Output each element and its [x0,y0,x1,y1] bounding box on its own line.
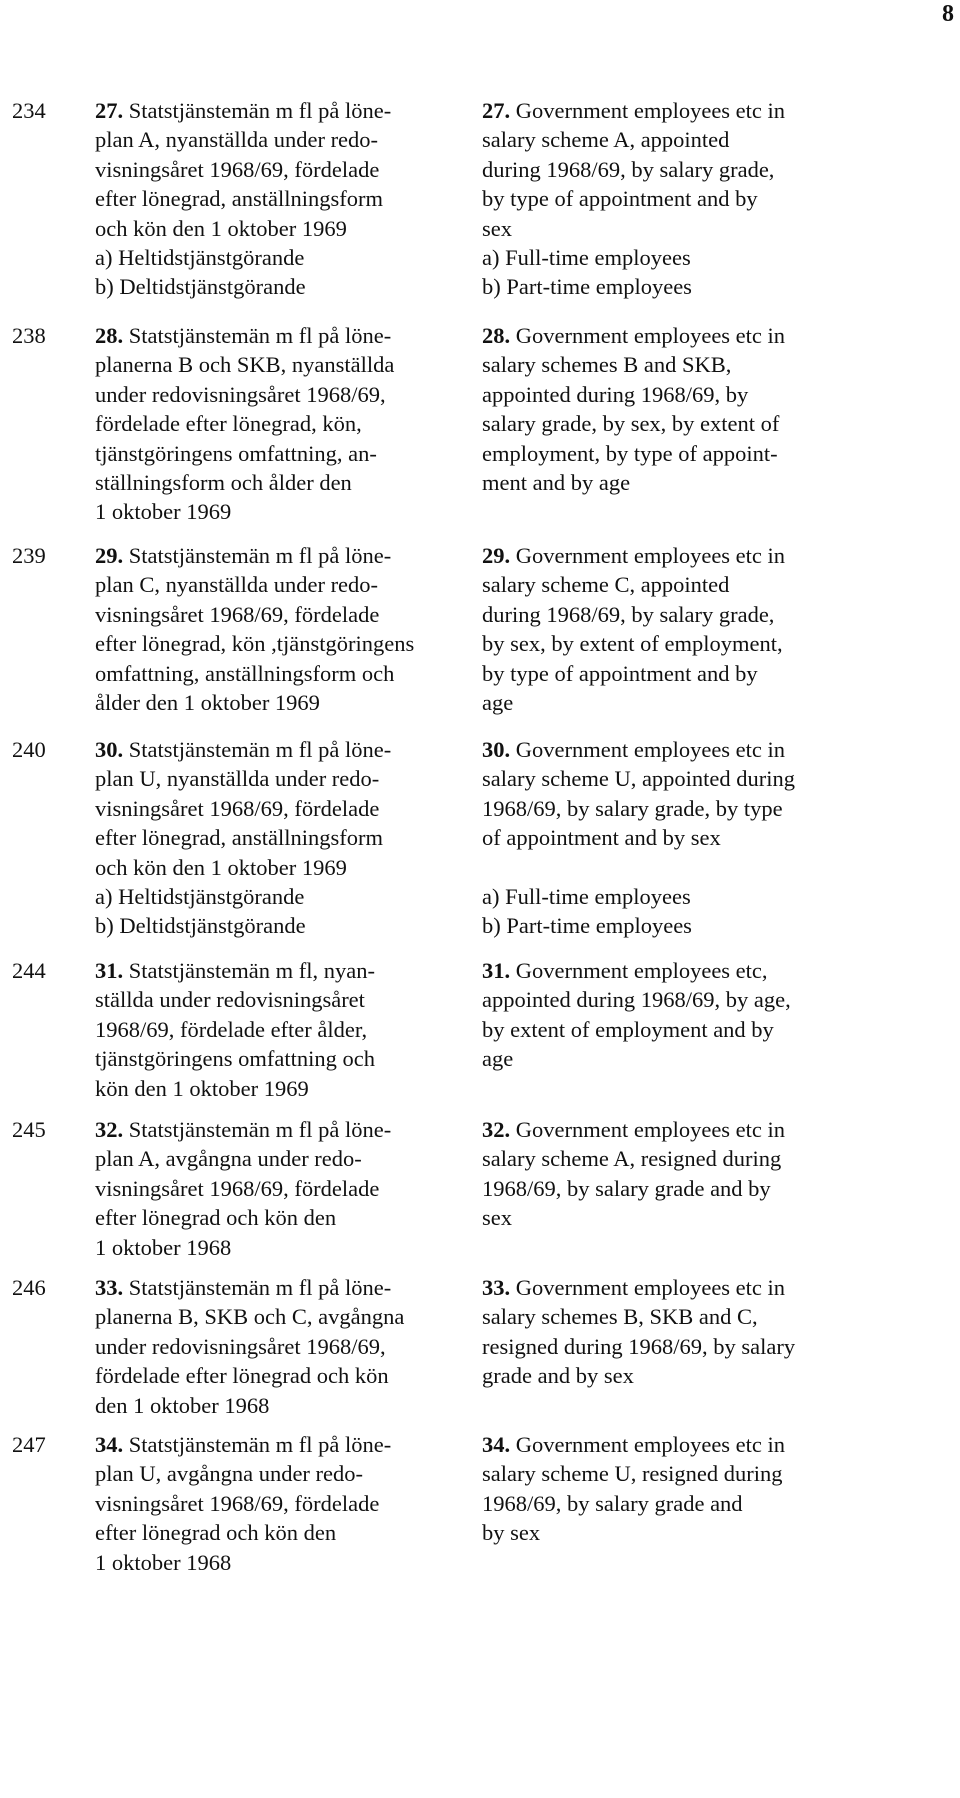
english-title-line: 1968/69, by salary grade, by type [482,795,783,821]
swedish-title-line: visningsåret 1968/69, fördelade [95,156,380,182]
english-title-line: of appointment and by sex [482,825,721,851]
swedish-title-line: ställda under redovisningsåret [95,987,365,1013]
table-number: 28. [95,323,124,348]
table-number: 29. [95,543,124,568]
swedish-title-line: kön den 1 oktober 1969 [95,1075,309,1101]
swedish-title-line: visningsåret 1968/69, fördelade [95,1175,380,1201]
swedish-title [95,735,485,941]
english-title [482,735,952,941]
swedish-title-text: Statstjänstemän m fl på löne- [128,1117,392,1142]
table-number: 29. [482,543,511,568]
english-title-line [482,1430,952,1459]
english-title-line: salary grade, by sex, by extent of [482,411,780,437]
swedish-title-line: tjänstgöringens omfattning och [95,1046,375,1072]
swedish-title-line: visningsåret 1968/69, fördelade [95,795,380,821]
english-title-text: Government employees etc in [515,737,786,762]
swedish-title-line: plan C, nyanställda under redo- [95,572,379,598]
english-title-line: by sex [482,1520,541,1546]
swedish-title [95,321,485,527]
swedish-title-line: 1 oktober 1968 [95,1549,232,1575]
swedish-title-line: efter lönegrad, anställningsform [95,186,384,212]
swedish-title-line: omfattning, anställningsform och [95,660,395,686]
table-number: 34. [482,1432,511,1457]
swedish-title [95,96,485,302]
english-title-text: Government employees etc in [515,323,786,348]
swedish-title-line: och kön den 1 oktober 1969 [95,215,347,241]
swedish-title-line: 1968/69, fördelade efter ålder, [95,1016,368,1042]
swedish-title [95,1430,485,1577]
english-title-text: Government employees etc, [515,958,768,983]
english-title-line: sex [482,1205,512,1231]
english-title [482,96,952,302]
swedish-title-line: a) Heltidstjänstgörande [95,245,305,271]
swedish-title [95,1273,485,1420]
english-title-line: salary schemes B and SKB, [482,352,732,378]
english-title-line [482,1273,952,1302]
swedish-title-line: b) Deltidstjänstgörande [95,274,306,300]
english-title-line [482,321,952,350]
table-number: 33. [95,1275,124,1300]
english-title-line: by type of appointment and by [482,186,758,212]
table-number: 28. [482,323,511,348]
page-number: 8 [942,1,954,27]
swedish-title-line [95,321,485,350]
table-number: 34. [95,1432,124,1457]
swedish-title-line: och kön den 1 oktober 1969 [95,854,347,880]
swedish-title-text: Statstjänstemän m fl på löne- [128,323,392,348]
english-title-line: by sex, by extent of employment, [482,631,783,657]
swedish-title-line: efter lönegrad, anställningsform [95,825,384,851]
english-title-line: salary scheme C, appointed [482,572,730,598]
table-number: 32. [482,1117,511,1142]
table-number: 30. [95,737,124,762]
swedish-title-line: ålder den 1 oktober 1969 [95,690,320,716]
swedish-title-line [95,956,485,985]
swedish-title-line: efter lönegrad, kön ,tjänstgöringens [95,631,415,657]
english-title-text: Government employees etc in [515,1275,786,1300]
english-title-line: employment, by type of appoint- [482,440,778,466]
table-reference-page: 247 [12,1432,46,1457]
english-title-line: resigned during 1968/69, by salary [482,1333,796,1359]
english-title-line: b) Part-time employees [482,274,692,300]
english-title-line [482,541,952,570]
english-title-line: during 1968/69, by salary grade, [482,601,775,627]
swedish-title-text: Statstjänstemän m fl på löne- [128,98,392,123]
swedish-title-line: 1 oktober 1968 [95,1234,232,1260]
english-title-line: appointed during 1968/69, by age, [482,987,791,1013]
english-title-line: during 1968/69, by salary grade, [482,156,775,182]
swedish-title-text: Statstjänstemän m fl, nyan- [128,958,375,983]
swedish-title-line: plan A, nyanställda under redo- [95,127,379,153]
swedish-title-line: visningsåret 1968/69, fördelade [95,601,380,627]
swedish-title [95,1115,485,1262]
swedish-title-line: under redovisningsåret 1968/69, [95,381,386,407]
english-title-line: 1968/69, by salary grade and [482,1490,743,1516]
english-title-line: sex [482,215,512,241]
table-reference-page: 238 [12,323,46,348]
english-title-line: grade and by sex [482,1363,634,1389]
english-title-line: ment and by age [482,470,631,496]
table-reference-page: 234 [12,98,46,123]
swedish-title-line [95,96,485,125]
swedish-title-line: ställningsform och ålder den [95,470,352,496]
table-number: 31. [95,958,124,983]
english-title-line: by extent of employment and by [482,1016,774,1042]
english-title-line: 1968/69, by salary grade and by [482,1175,771,1201]
table-reference-page: 245 [12,1117,46,1142]
english-title-line [482,853,952,882]
table-number: 30. [482,737,511,762]
swedish-title-line: efter lönegrad och kön den [95,1520,337,1546]
english-title-line: appointed during 1968/69, by [482,381,749,407]
english-title [482,1273,952,1391]
swedish-title-line [95,1430,485,1459]
swedish-title-line: tjänstgöringens omfattning, an- [95,440,377,466]
swedish-title [95,956,485,1103]
english-title-line: age [482,690,514,716]
english-title-line [482,956,952,985]
english-title-line: salary scheme U, appointed during [482,766,796,792]
english-title [482,541,952,717]
english-title-line: by type of appointment and by [482,660,758,686]
swedish-title-text: Statstjänstemän m fl på löne- [128,1275,392,1300]
english-title-line: a) Full-time employees [482,245,691,271]
table-reference-page: 239 [12,543,46,568]
english-title [482,1115,952,1233]
swedish-title-line: under redovisningsåret 1968/69, [95,1333,386,1359]
english-title [482,1430,952,1548]
swedish-title-line [95,541,485,570]
swedish-title-line: 1 oktober 1969 [95,499,232,525]
swedish-title-line: efter lönegrad och kön den [95,1205,337,1231]
swedish-title-line [95,735,485,764]
swedish-title-line: fördelade efter lönegrad, kön, [95,411,362,437]
english-title-line: salary schemes B, SKB and C, [482,1304,758,1330]
table-number: 33. [482,1275,511,1300]
english-title [482,321,952,497]
english-title [482,956,952,1074]
english-title-line: salary scheme A, resigned during [482,1146,782,1172]
table-reference-page: 244 [12,958,46,983]
english-title-line [482,1115,952,1144]
swedish-title-line: planerna B och SKB, nyanställda [95,352,395,378]
swedish-title-line [95,1273,485,1302]
swedish-title-line: den 1 oktober 1968 [95,1392,270,1418]
swedish-title-line: planerna B, SKB och C, avgångna [95,1304,405,1330]
table-reference-page: 240 [12,737,46,762]
english-title-line: a) Full-time employees [482,884,691,910]
english-title-line: salary scheme A, appointed [482,127,730,153]
swedish-title-line: plan A, avgångna under redo- [95,1146,362,1172]
swedish-title-line: plan U, nyanställda under redo- [95,766,380,792]
table-number: 27. [95,98,124,123]
english-title-line: salary scheme U, resigned during [482,1461,783,1487]
english-title-line [482,735,952,764]
swedish-title-line: fördelade efter lönegrad och kön [95,1363,389,1389]
swedish-title-line: visningsåret 1968/69, fördelade [95,1490,380,1516]
english-title-text: Government employees etc in [515,98,786,123]
english-title-text: Government employees etc in [515,543,786,568]
table-number: 32. [95,1117,124,1142]
swedish-title-text: Statstjänstemän m fl på löne- [128,1432,392,1457]
english-title-line: age [482,1046,514,1072]
english-title-text: Government employees etc in [515,1117,786,1142]
swedish-title-line [95,1115,485,1144]
swedish-title [95,541,485,717]
table-number: 27. [482,98,511,123]
swedish-title-line: a) Heltidstjänstgörande [95,884,305,910]
swedish-title-text: Statstjänstemän m fl på löne- [128,543,392,568]
swedish-title-text: Statstjänstemän m fl på löne- [128,737,392,762]
table-number: 31. [482,958,511,983]
swedish-title-line: b) Deltidstjänstgörande [95,913,306,939]
swedish-title-line: plan U, avgångna under redo- [95,1461,364,1487]
english-title-text: Government employees etc in [515,1432,786,1457]
table-reference-page: 246 [12,1275,46,1300]
english-title-line [482,96,952,125]
english-title-line: b) Part-time employees [482,913,692,939]
